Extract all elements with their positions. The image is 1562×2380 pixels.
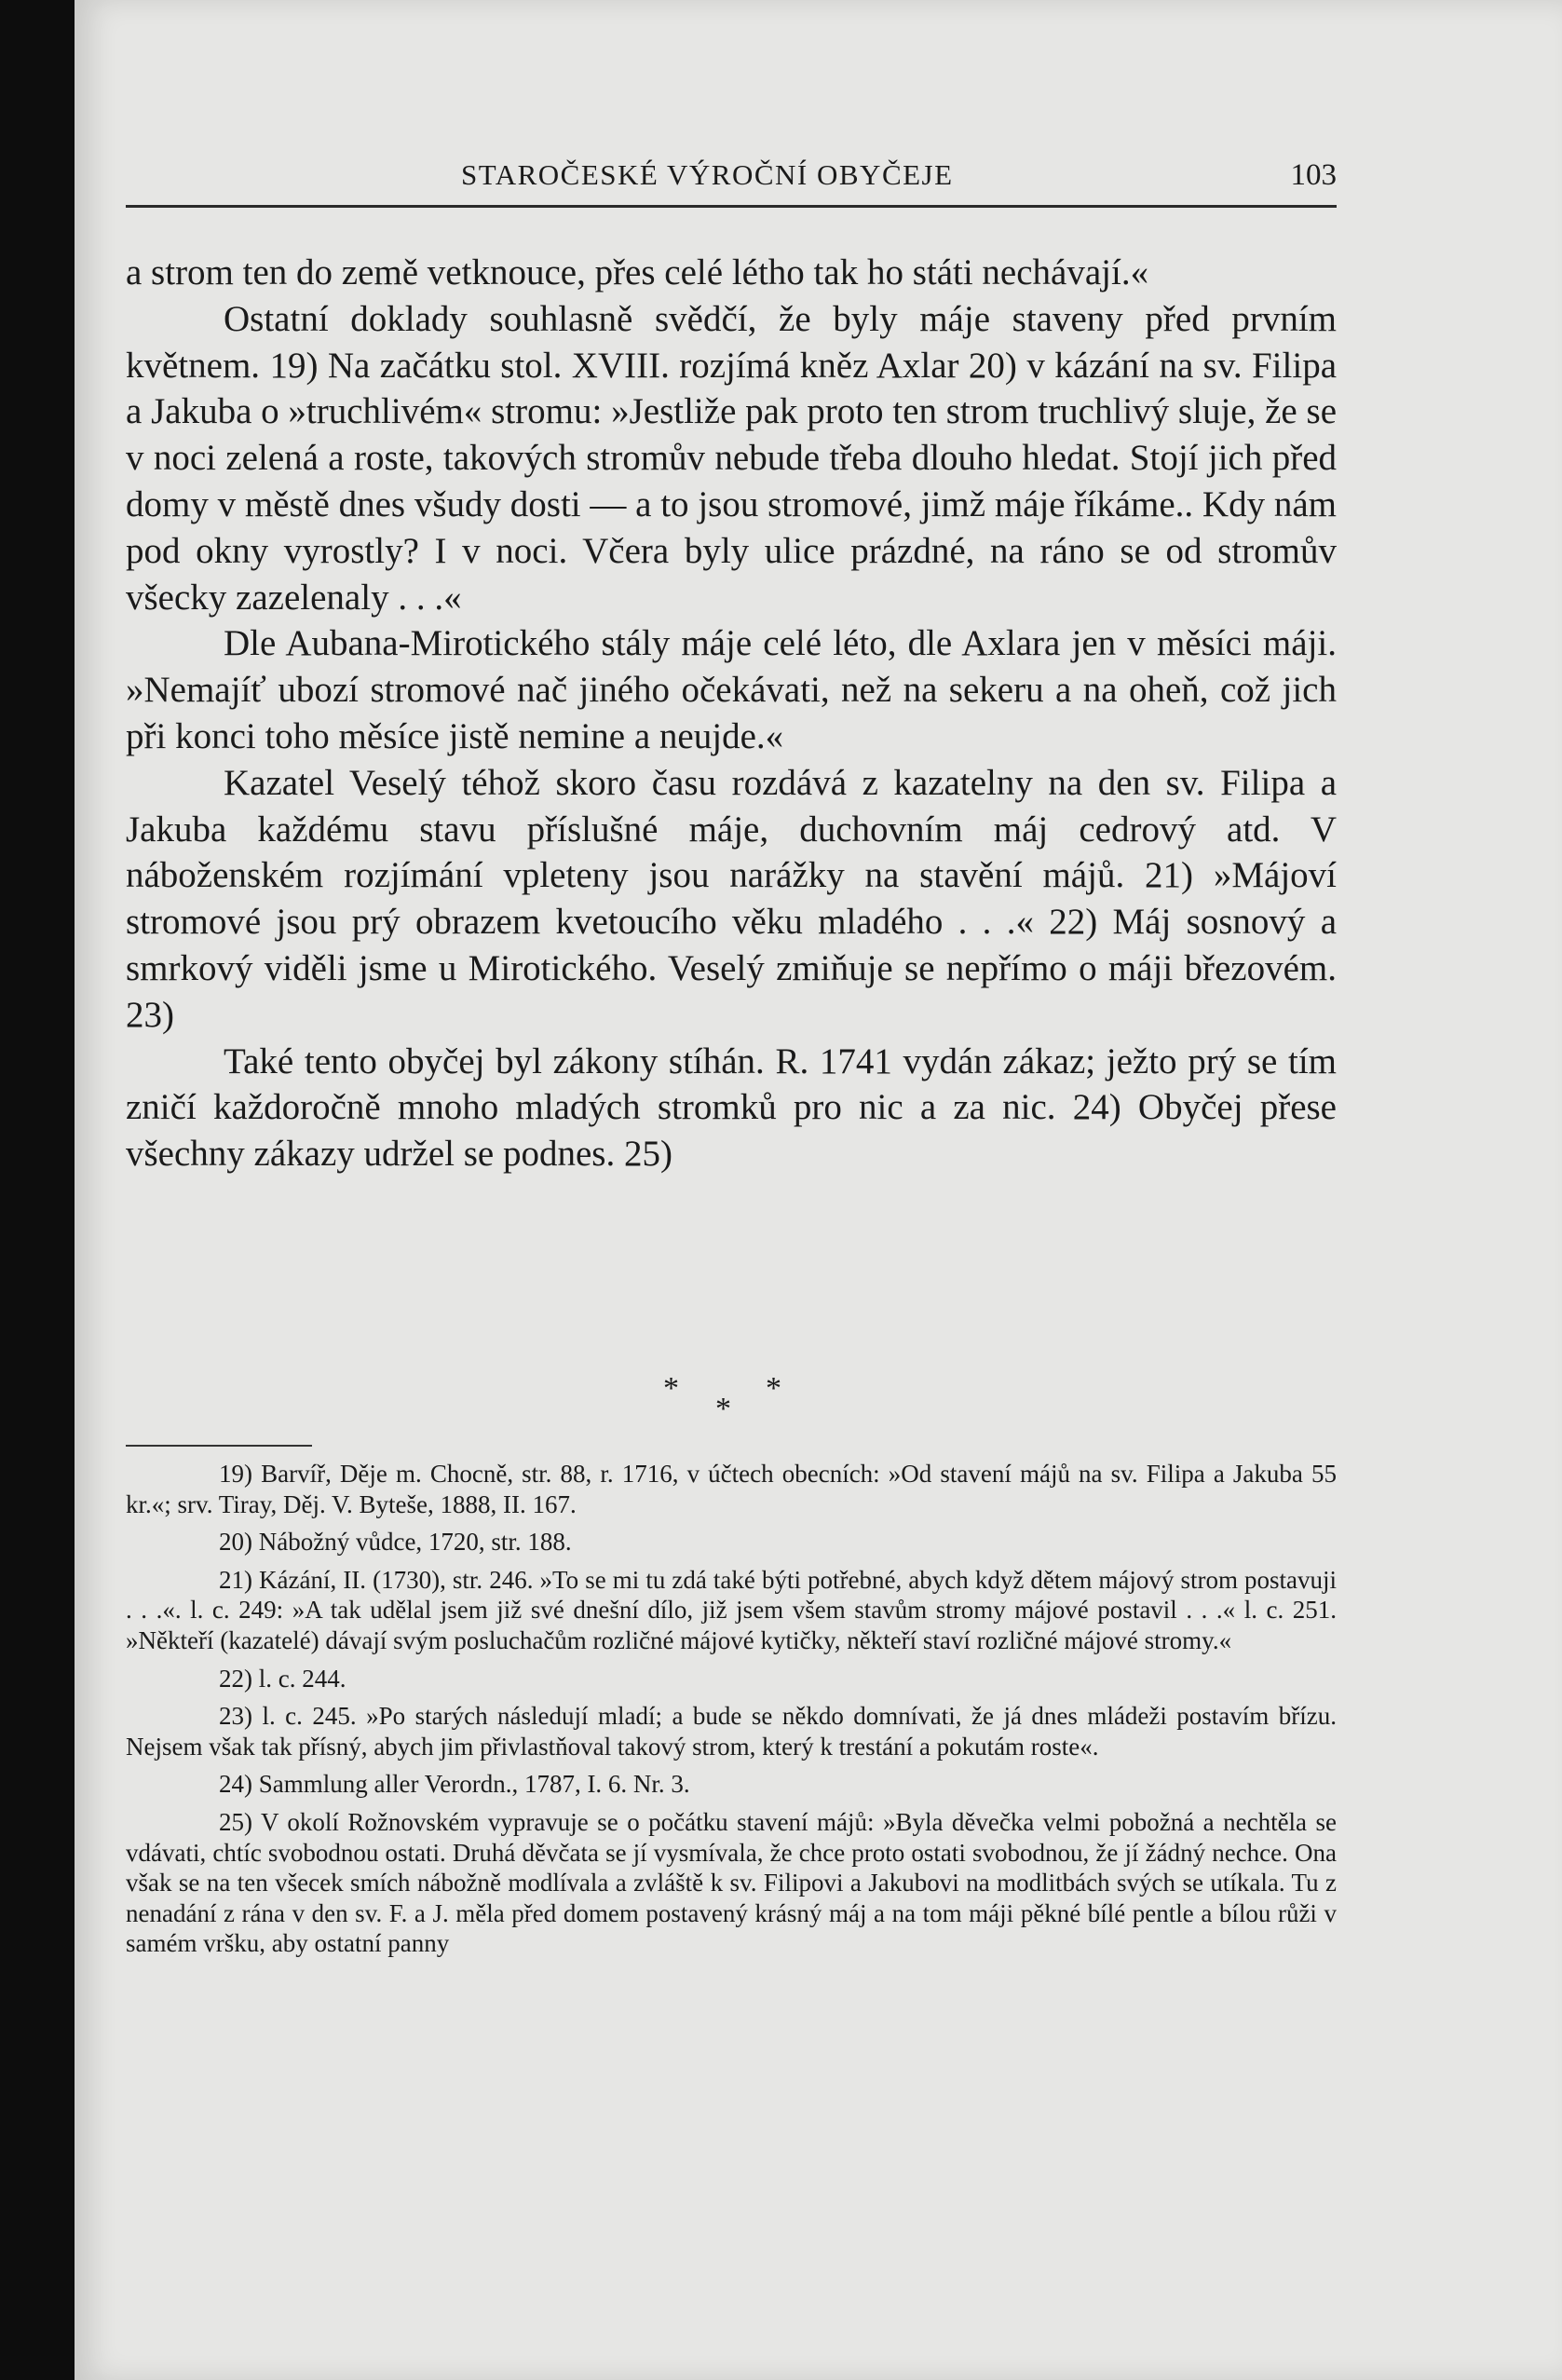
paragraph: Také tento obyčej byl zákony stíhán. R. 1741 vydán zákaz; ježto prý se tím zničí každoročně mnoho mladých stromků pro nic a za nic. 24) Obyčej přese všechny zákazy udržel se podnes. 25) [126,1040,1337,1175]
running-title: STAROČESKÉ VÝROČNÍ OBYČEJE [461,158,954,191]
page-number: 103 [1290,158,1337,192]
main-text [126,250,1337,1177]
asterisk: * [715,1392,731,1426]
paragraph: Kazatel Veselý téhož skoro času rozdává z kazatelny na den sv. Filipa a Jakuba každému stavu příslušné máje, duchovním máj cedrový atd. V náboženském rozjímání vpleteny jsou narážky na stavění májů. 21) »Májoví stromové jsou prý obrazem kvetoucího věku mladého . . .« 22) Máj sosnový a smrkový viděli jsme u Mirotického. Veselý zmiňuje se nepřímo o máji březovém. 23) [126,762,1337,1035]
footnotes [126,1459,1337,1966]
footnote: 23) l. c. 245. »Po starých následují mladí; a bude se někdo domnívati, že já dnes mládeži postavím břízu. Nejsem však tak přísný, abych jim přivlastňoval takový strom, který k trestání a pokutám roste«. [126,1702,1337,1761]
footnote: 20) Nábožný vůdce, 1720, str. 188. [219,1528,572,1557]
page-header [126,149,1337,205]
paragraph: Dle Aubana-Mirotického stály máje celé léto, dle Axlara jen v měsíci máji. »Nemajíť ubozí stromové nač jiného očekávati, než na sekeru a na oheň, což jich při konci toho měsíce jistě nemine a neujde.« [126,623,1337,756]
footnote: 22) l. c. 244. [219,1664,346,1693]
asterisk: * [663,1371,679,1406]
asterisk: * [766,1371,781,1406]
header-rule [126,205,1337,208]
footnote: 24) Sammlung aller Verordn., 1787, I. 6. Nr. 3. [219,1770,690,1799]
section-asterism [652,1371,801,1427]
paragraph: Ostatní doklady souhlasně svědčí, že byly máje staveny před prvním květnem. 19) Na začátku stol. XVIII. rozjímá kněz Axlar 20) v kázání na sv. Filipa a Jakuba o »truchlivém« stromu: »Jestliže pak proto ten strom truchlivý sluje, že se v noci zelená a roste, takových stromův nebude třeba dlouho hledat. Stojí jich před domy v městě dnes všudy dosti — a to jsou stromové, jimž máje říkáme.. Kdy nám pod okny vyrostly? I v noci. Včera byly ulice prázdné, na ráno se od stromův všecky zazelenaly . . .« [126,298,1337,618]
footnote: 25) V okolí Rožnovském vypravuje se o počátku stavení májů: »Byla děvečka velmi pobožná a nechtěla se vdávati, chtíc svobodnou ostati. Druhá děvčata se jí vysmívala, že chce proto ostati svobodnou, že jí žádný nechce. Ona však se na ten všecek smích nábožně modlívala a zvláště k sv. Filipovi a Jakubovi na modlitbách svých se utíkala. Tu z nenadání z rána v den sv. F. a J. měla před domem postavený krásný máj a na tom máji pěkné bílé pentle a bílou růži v samém vršku, aby ostatní panny [126,1807,1337,1958]
footnote-rule [126,1445,312,1447]
paragraph: a strom ten do země vetknouce, přes celé létho tak ho státi nechávají.« [126,252,1149,292]
footnote: 21) Kázání, II. (1730), str. 246. »To se mi tu zdá také býti potřebné, abych když dětem májový strom postavuji . . .«. l. c. 249: »A tak udělal jsem již své dnešní dílo, již jsem všem stavům stromy májové postavil . . .« l. c. 251. »Někteří (kazatelé) dávají svým posluchačům rozličné májové kytičky, někteří staví rozličné májové stromy.« [126,1565,1337,1654]
footnote: 19) Barvíř, Děje m. Chocně, str. 88, r. 1716, v účtech obecních: »Od stavení májů na sv. Filipa a Jakuba 55 kr.«; srv. Tiray, Děj. V. Byteše, 1888, II. 167. [126,1460,1337,1518]
